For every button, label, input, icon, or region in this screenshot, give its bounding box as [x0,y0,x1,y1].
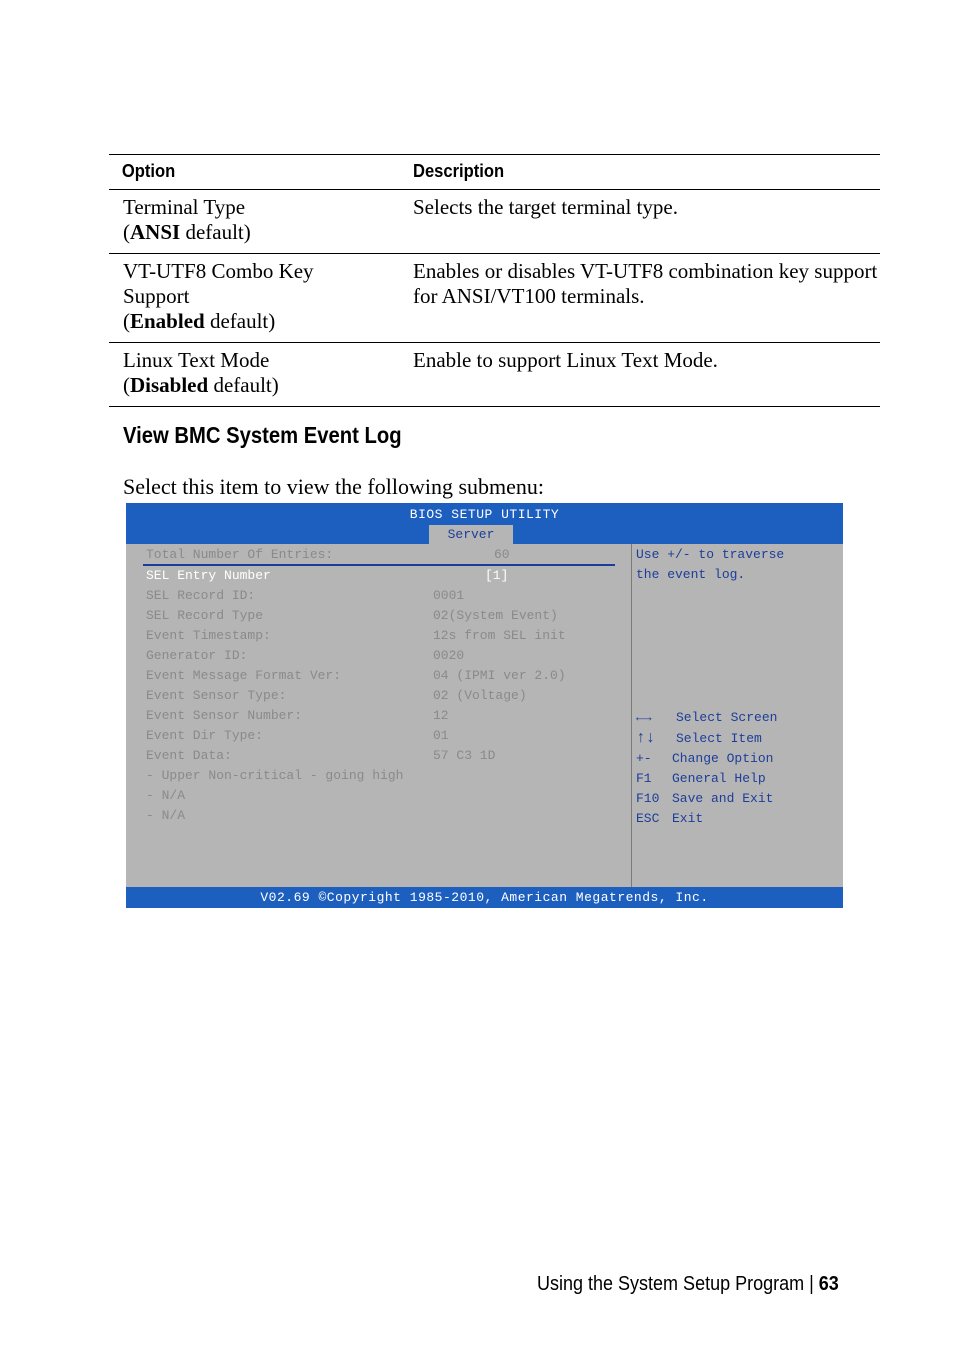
key-desc: Exit [672,811,704,826]
row-value: 0001 [433,588,465,603]
row-value: 12s from SEL init [433,628,566,643]
arrows-lr-icon: ←→ [636,710,652,725]
footer-title: Using the System Setup Program | [537,1273,819,1295]
page-number: 63 [818,1273,839,1295]
key-label: +- [636,751,652,766]
row-label: Event Dir Type: [146,728,264,743]
key-hint-save-exit [636,790,773,808]
key-label: ESC [636,811,660,826]
table-row [109,190,880,254]
key-desc: Select Item [676,731,762,746]
row-value: 12 [433,708,449,723]
key-desc: Select Screen [676,710,778,725]
row-value: 01 [433,728,449,743]
key-hint-select-item [636,729,762,748]
row-label: - N/A [146,808,186,823]
option-name: VT-UTF8 Combo Key [123,259,314,283]
bios-row-dir-type [146,727,449,745]
row-label: Event Timestamp: [146,628,271,643]
table-header-row [109,155,880,190]
row-value[interactable]: [1] [485,568,509,583]
row-label: Event Data: [146,748,232,763]
row-value: 0020 [433,648,465,663]
row-label: SEL Entry Number [146,568,271,583]
row-value: 60 [494,547,510,562]
key-hint-exit [636,810,703,828]
bios-divider [631,544,632,887]
row-label: - Upper Non-critical - going high [146,768,404,783]
description-cell [413,254,880,343]
option-cell [109,343,413,407]
key-label: F1 [636,771,652,786]
bios-title: BIOS SETUP UTILITY [409,507,560,522]
bios-row-detail [146,807,185,825]
bios-row-generator-id [146,647,465,665]
arrows-ud-icon: ↑↓ [636,729,656,747]
header-option: Option [121,161,176,181]
row-label: SEL Record ID: [146,588,256,603]
bios-row-total-entries [146,546,510,564]
page-footer [537,1273,839,1296]
bios-row-event-data [146,747,496,765]
row-label: - N/A [146,788,186,803]
bios-row-record-type [146,607,558,625]
bios-row-sensor-type [146,687,527,705]
description-text-cont: for ANSI/VT100 terminals. [413,284,645,308]
row-value: 02(System Event) [433,608,558,623]
description-text: Enables or disables VT-UTF8 combination key support [413,259,878,283]
bios-row-sensor-number [146,707,449,725]
row-value: 02 (Voltage) [433,688,527,703]
option-default: (Enabled default) [123,309,276,333]
option-cell [109,254,413,343]
row-value: 04 (IPMI ver 2.0) [433,668,566,683]
options-table [109,154,880,407]
tab-server[interactable]: Server [429,525,513,544]
row-value: 57 C3 1D [433,748,496,763]
option-default: (ANSI default) [123,220,251,244]
help-text: Use +/- to traverse [636,547,785,562]
key-hint-change-option [636,750,773,768]
table-row [109,343,880,407]
option-name: Linux Text Mode [123,348,270,372]
option-cell [109,190,413,254]
description-cell [413,190,880,254]
row-label: Total Number Of Entries: [146,547,334,562]
key-label: F10 [636,791,660,806]
bios-row-detail [146,787,185,805]
row-label: SEL Record Type [146,608,264,623]
row-label: Event Sensor Number: [146,708,303,723]
option-name-cont: Support [123,284,190,308]
bios-title-bar [126,503,843,544]
bios-row-sel-entry-number[interactable] [146,567,509,585]
bios-row-format-ver [146,667,566,685]
selection-underline [143,564,615,566]
help-text: the event log. [636,567,746,582]
key-hint-select-screen [636,709,777,727]
option-name: Terminal Type [123,195,246,219]
bios-row-timestamp [146,627,566,645]
description-cell [413,343,880,407]
description-text: Enable to support Linux Text Mode. [413,348,718,372]
key-hint-general-help [636,770,766,788]
key-desc: General Help [672,771,766,786]
key-desc: Save and Exit [672,791,774,806]
section-heading: View BMC System Event Log [123,422,402,448]
description-text: Selects the target terminal type. [413,195,678,219]
intro-text: Select this item to view the following submenu: [123,474,544,499]
table-row [109,254,880,343]
bios-copyright-footer: V02.69 ©Copyright 1985-2010, American Megatrends, Inc. [126,887,843,908]
option-default: (Disabled default) [123,373,279,397]
bios-row-record-id [146,587,465,605]
key-desc: Change Option [672,751,774,766]
row-label: Generator ID: [146,648,248,663]
bios-screenshot [126,503,843,908]
header-description: Description [413,161,505,181]
row-label: Event Message Format Ver: [146,668,342,683]
row-label: Event Sensor Type: [146,688,287,703]
bios-row-detail [146,767,403,785]
